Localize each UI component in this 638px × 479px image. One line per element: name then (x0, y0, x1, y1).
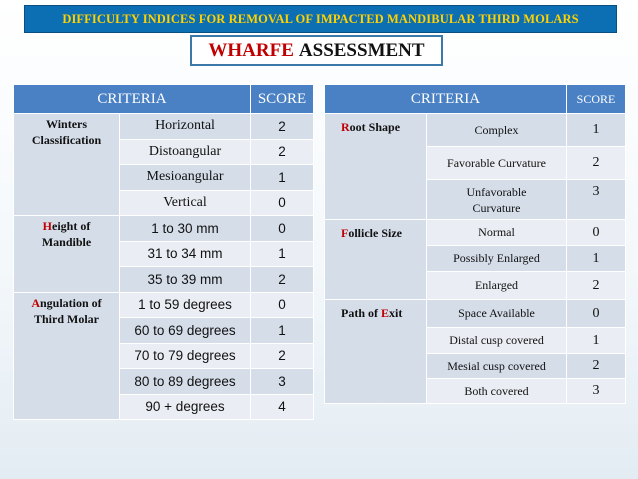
score-cell: 0 (567, 220, 626, 246)
criteria-cell: Normal (427, 220, 567, 246)
criteria-cell: Distoangular (120, 139, 251, 165)
score-cell: 3 (567, 379, 626, 404)
group-label-rest: ngulation of (39, 295, 102, 310)
criteria-cell: 1 to 59 degrees (120, 292, 251, 318)
table-row (325, 300, 626, 328)
score-cell: 2 (567, 354, 626, 379)
table-row (325, 220, 626, 246)
score-cell: 1 (251, 165, 314, 191)
score-cell: 1 (567, 328, 626, 354)
criteria-cell: Distal cusp covered (427, 328, 567, 354)
table-header-row (325, 85, 626, 114)
subtitle-black: ASSESSMENT (298, 39, 425, 61)
criteria-cell: Complex (427, 114, 567, 147)
group-label-height (14, 216, 120, 293)
criteria-cell: 80 to 89 degrees (120, 369, 251, 395)
criteria-cell: 35 to 39 mm (120, 267, 251, 293)
score-header: SCORE (251, 85, 314, 114)
criteria-cell: 1 to 30 mm (120, 216, 251, 242)
score-cell: 2 (251, 114, 314, 140)
criteria-cell: Possibly Enlarged (427, 246, 567, 272)
criteria-cell: 90 + degrees (120, 394, 251, 420)
right-criteria-table (324, 84, 626, 404)
score-cell: 1 (567, 246, 626, 272)
criteria-header: CRITERIA (14, 85, 251, 114)
group-label-start: Path of (341, 306, 381, 320)
score-cell: 0 (251, 216, 314, 242)
group-label-initial: R (341, 120, 350, 134)
criteria-header: CRITERIA (325, 85, 567, 114)
score-header: SCORE (567, 85, 626, 114)
score-cell: 2 (567, 272, 626, 300)
group-label-line1: Winters (45, 117, 88, 131)
score-cell: 4 (251, 394, 314, 420)
score-cell: 3 (251, 369, 314, 395)
criteria-cell: 31 to 34 mm (120, 241, 251, 267)
criteria-cell: Vertical (120, 190, 251, 216)
table-row (14, 216, 314, 242)
group-label-angulation (14, 292, 120, 420)
group-label-rest: oot Shape (349, 120, 401, 134)
top-banner (24, 5, 617, 33)
criteria-cell: Favorable Curvature (427, 147, 567, 180)
table-row (14, 292, 314, 318)
score-cell: 0 (251, 292, 314, 318)
score-cell: 3 (567, 180, 626, 220)
wharfe-assessment-title (190, 35, 443, 66)
banner-title: DIFFICULTY INDICES FOR REMOVAL OF IMPACTED MANDIBULAR THIRD MOLARS (62, 11, 579, 26)
table-header-row (14, 85, 314, 114)
group-label-line2: Mandible (41, 235, 92, 249)
group-label-initial: E (381, 306, 390, 320)
score-cell: 2 (251, 343, 314, 369)
score-cell: 0 (251, 190, 314, 216)
table-row (14, 114, 314, 140)
group-label-line2: Third Molar (34, 311, 99, 326)
group-label-rest: xit (389, 306, 403, 320)
group-label-follicle-size (325, 220, 427, 300)
score-cell: 1 (567, 114, 626, 147)
subtitle-red: WHARFE (208, 39, 294, 61)
group-label-line2: Classification (31, 133, 102, 147)
criteria-cell: Space Available (427, 300, 567, 328)
group-label-rest: eight of (52, 219, 91, 233)
score-cell: 2 (251, 267, 314, 293)
table-row (325, 114, 626, 147)
score-cell: 2 (251, 139, 314, 165)
criteria-cell: Mesial cusp covered (427, 354, 567, 379)
left-criteria-table (13, 84, 314, 420)
score-cell: 1 (251, 241, 314, 267)
criteria-cell: Mesioangular (120, 165, 251, 191)
criteria-cell: Both covered (427, 379, 567, 404)
group-label-winters (14, 114, 120, 216)
criteria-cell: 70 to 79 degrees (120, 343, 251, 369)
group-label-path-of-exit (325, 300, 427, 404)
group-label-initial: A (31, 295, 40, 310)
score-cell: 2 (567, 147, 626, 180)
group-label-root-shape (325, 114, 427, 220)
score-cell: 1 (251, 318, 314, 344)
group-label-initial: F (341, 226, 349, 240)
criteria-cell: 60 to 69 degrees (120, 318, 251, 344)
score-cell: 0 (567, 300, 626, 328)
group-label-initial: H (42, 219, 52, 233)
group-label-rest: ollicle Size (348, 226, 402, 240)
criteria-cell: Enlarged (427, 272, 567, 300)
criteria-cell: Horizontal (120, 114, 251, 140)
criteria-cell: Unfavorable Curvature (427, 180, 567, 220)
